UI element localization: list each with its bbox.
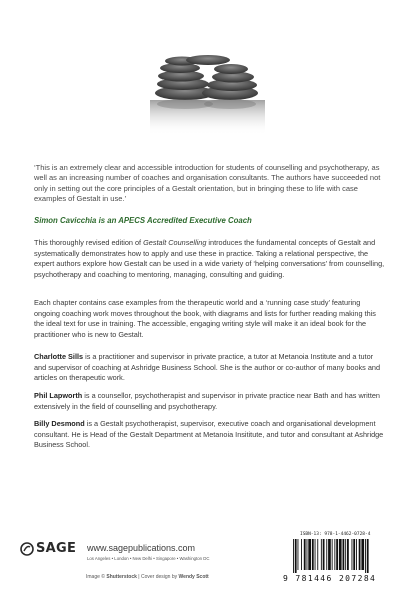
author-bio-text: is a practitioner and supervisor in private practice, a tutor at Metanoia Institute and a tutor and supervisor of coaching at Ashridge Business School. She is the author or co-author of many books and articles on therapeutic work. [34,352,380,382]
barcode-number: 9 781446 207284 [283,574,377,583]
description-paragraph-2: Each chapter contains case examples from the therapeutic world and a ‘running case study’ featuring ongoing coaching work moves throughout the book, with diagrams and lists for further reading making this the ideal text for use in training. The accessible, engaging writing style will make it an ideal book for the practitioner who is new to Gestalt. [34,298,376,339]
cover-credit [86,574,209,580]
publisher-url: www.sagepublications.com [87,543,196,553]
barcode-bar [312,539,314,570]
description-p1-rest: introduces the fundamental concepts of Gestalt and systematically demonstrates how to apply and use these in practice. Taking a relational perspective, the expert authors explore how Gestalt can be used in a wide variety of ‘helping conversations’ from counselling, psychotherapy and coaching to mentoring, managing, consulting and guiding. [34,238,385,279]
barcode-bar [352,539,353,570]
barcode-bar [359,539,361,570]
credit-mid: | Cover design by [136,574,179,580]
barcode-bar [308,539,311,570]
stacked-stones-image [0,0,417,140]
barcode-bar [298,539,299,570]
barcode-bar [343,539,345,570]
description-paragraph-1 [34,238,386,280]
barcode-bar [336,539,338,570]
sage-logo-text: SAGE [36,541,77,556]
author-bio [34,352,386,384]
barcode-bar [321,539,322,570]
barcode-bar [356,539,357,570]
isbn-label: ISBN-13: 978-1-4462-0728-4 [300,532,371,537]
book-title: Gestalt Counselling [143,238,207,247]
author-bio [34,391,386,412]
author-name: Charlotte Sills [34,352,84,361]
author-name: Billy Desmond [34,419,85,428]
barcode-bar [304,539,306,570]
barcode-bar [353,539,355,570]
barcode-bar [307,539,308,570]
endorsement-quote: ‘This is an extremely clear and accessible introduction for students of counselling and psychotherapy, as well as an increasing number of coaches and organisation consultants. The authors have succeeded not only in setting out the core principles of a Gestalt orientation, but in bringing these to life with case examples of Gestalt in use.’ [34,163,381,204]
author-bio-text: is a counsellor, psychotherapist and supervisor in private practice near Bath and has written extensively in the field of counselling and psychotherapy. [34,391,380,411]
author-bio-text: is a Gestalt psychotherapist, supervisor, executive coach and organisational development consultant. He is Head of the Gestalt Department at Metanoia Insititute, and tutor and consultant at Ashridge Business School. [34,419,384,449]
barcode-bar [361,539,364,570]
barcode-bar [339,539,342,570]
sage-logo-mark-icon [20,542,34,556]
barcode-bar [293,539,294,573]
barcode-bar [326,539,327,570]
barcode-bar [328,539,331,570]
author-bio [34,419,386,451]
credit-prefix: Image © [86,574,107,580]
credit-image-source: Shutterstock [106,574,137,580]
barcode-bar [334,539,335,570]
barcode-bar [367,539,369,573]
description-p1-start: This thoroughly revised edition of [34,238,144,247]
credit-designer: Wendy Scott [178,574,209,580]
barcode-bar [295,539,297,573]
barcode-bar [347,539,349,570]
barcode-bar [365,539,366,573]
barcode-icon [291,539,391,573]
barcode-bar [332,539,333,570]
barcode-bar [323,539,325,570]
barcode-bar [317,539,318,570]
barcode-bar [345,539,346,570]
barcode-bar [315,539,316,570]
author-name: Phil Lapworth [34,391,83,400]
publisher-cities: Los Angeles • London • New Delhi • Singapore • Washington DC [87,556,210,561]
endorser-name: Simon Cavicchia is an APECS Accredited Executive Coach [34,216,252,225]
sage-logo [20,541,76,556]
barcode-bar [301,539,302,570]
